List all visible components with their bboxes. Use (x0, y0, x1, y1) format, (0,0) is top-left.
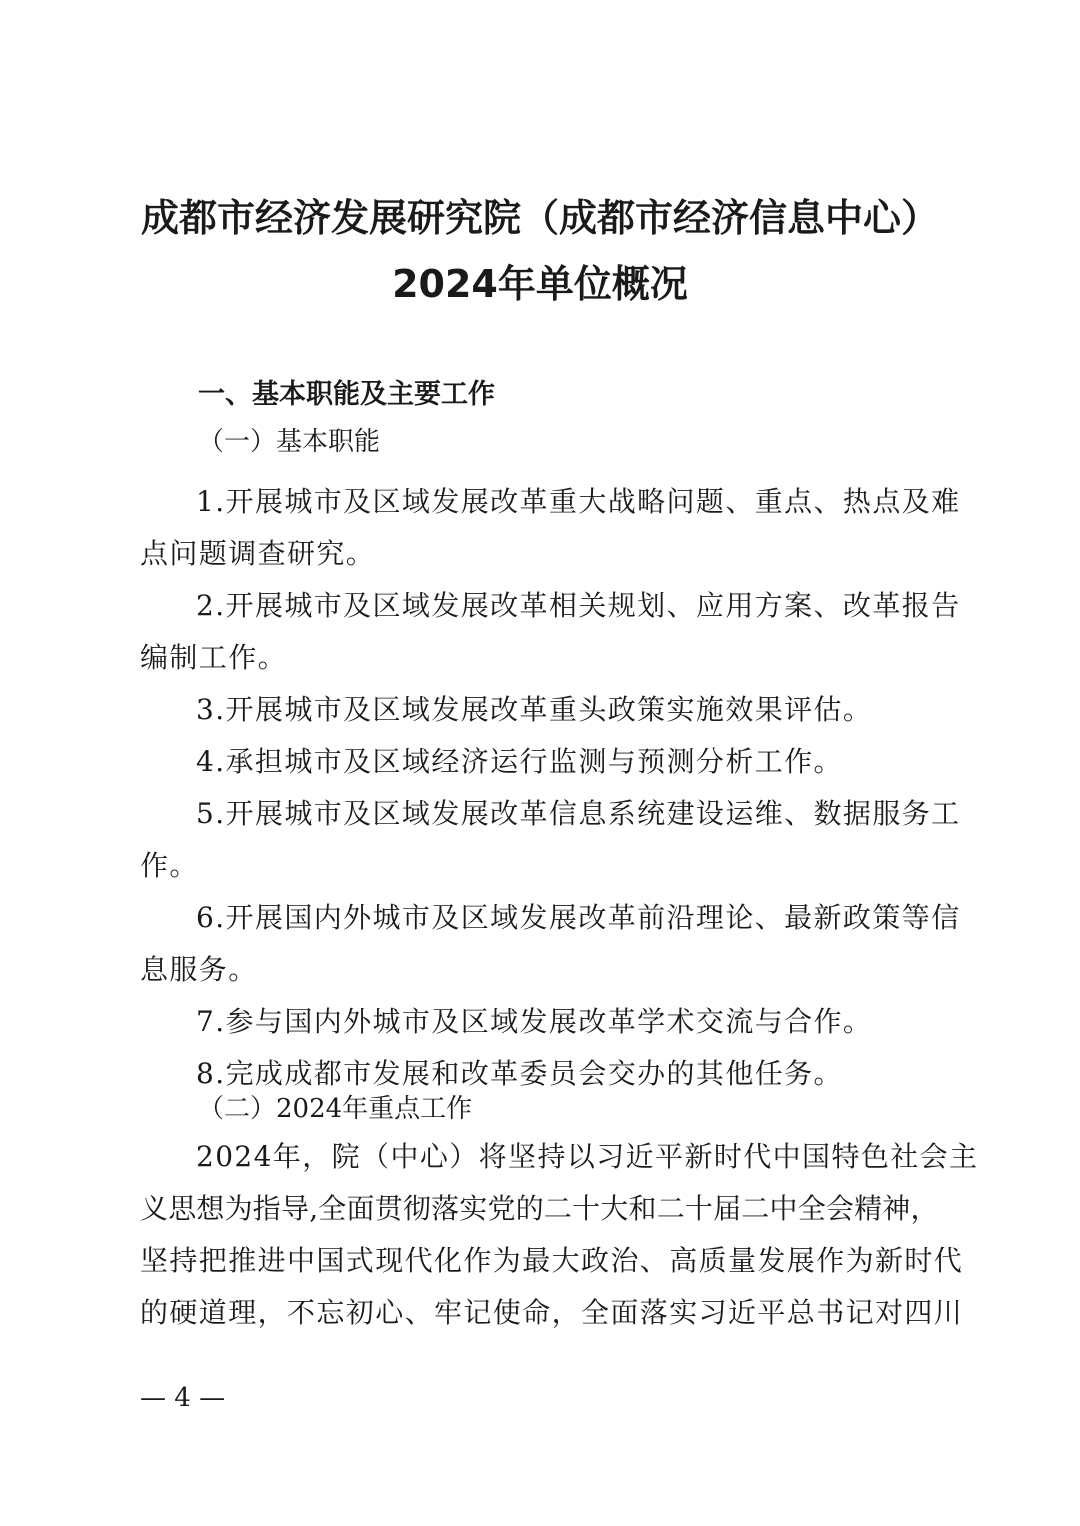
subsection-heading-basic-functions: （一）基本职能 (198, 427, 381, 457)
document-title-line2: 2024年单位概况 (392, 262, 688, 306)
work-paragraph-line4: 的硬道理，不忘初心、牢记使命，全面落实习近平总书记对四川 (140, 1296, 964, 1329)
function-2-line1: 2.开展城市及区域发展改革相关规划、应用方案、改革报告 (196, 589, 961, 622)
function-2-line2: 编制工作。 (140, 641, 288, 674)
work-paragraph-line2: 义思想为指导,全面贯彻落实党的二十大和二十届二中全会精神， (140, 1192, 939, 1225)
function-7: 7.参与国内外城市及区域发展改革学术交流与合作。 (196, 1005, 873, 1038)
functions-list (140, 476, 961, 1100)
function-6-line2: 息服务。 (140, 953, 258, 986)
function-1-line1: 1.开展城市及区域发展改革重大战略问题、重点、热点及难 (196, 485, 961, 518)
function-1-line2: 点问题调查研究。 (140, 537, 376, 570)
function-5-line2: 作。 (140, 849, 199, 882)
function-5-line1: 5.开展城市及区域发展改革信息系统建设运维、数据服务工 (196, 797, 961, 830)
subsection-heading-2024-key-work: （二）2024年重点工作 (198, 1094, 473, 1124)
document-title-line1: 成都市经济发展研究院（成都市经济信息中心） (140, 196, 939, 240)
work-paragraph (140, 1131, 979, 1339)
page-number: — 4 — (140, 1383, 226, 1413)
function-3: 3.开展城市及区域发展改革重头政策实施效果评估。 (196, 693, 873, 726)
work-paragraph-line3: 坚持把推进中国式现代化作为最大政治、高质量发展作为新时代 (140, 1244, 964, 1277)
section-heading-basic-functions-and-work: 一、基本职能及主要工作 (198, 379, 495, 410)
work-paragraph-line1: 2024年，院（中心）将坚持以习近平新时代中国特色社会主 (196, 1140, 979, 1173)
function-8: 8.完成成都市发展和改革委员会交办的其他任务。 (196, 1057, 843, 1090)
function-6-line1: 6.开展国内外城市及区域发展改革前沿理论、最新政策等信 (196, 901, 961, 934)
function-4: 4.承担城市及区域经济运行监测与预测分析工作。 (196, 745, 843, 778)
